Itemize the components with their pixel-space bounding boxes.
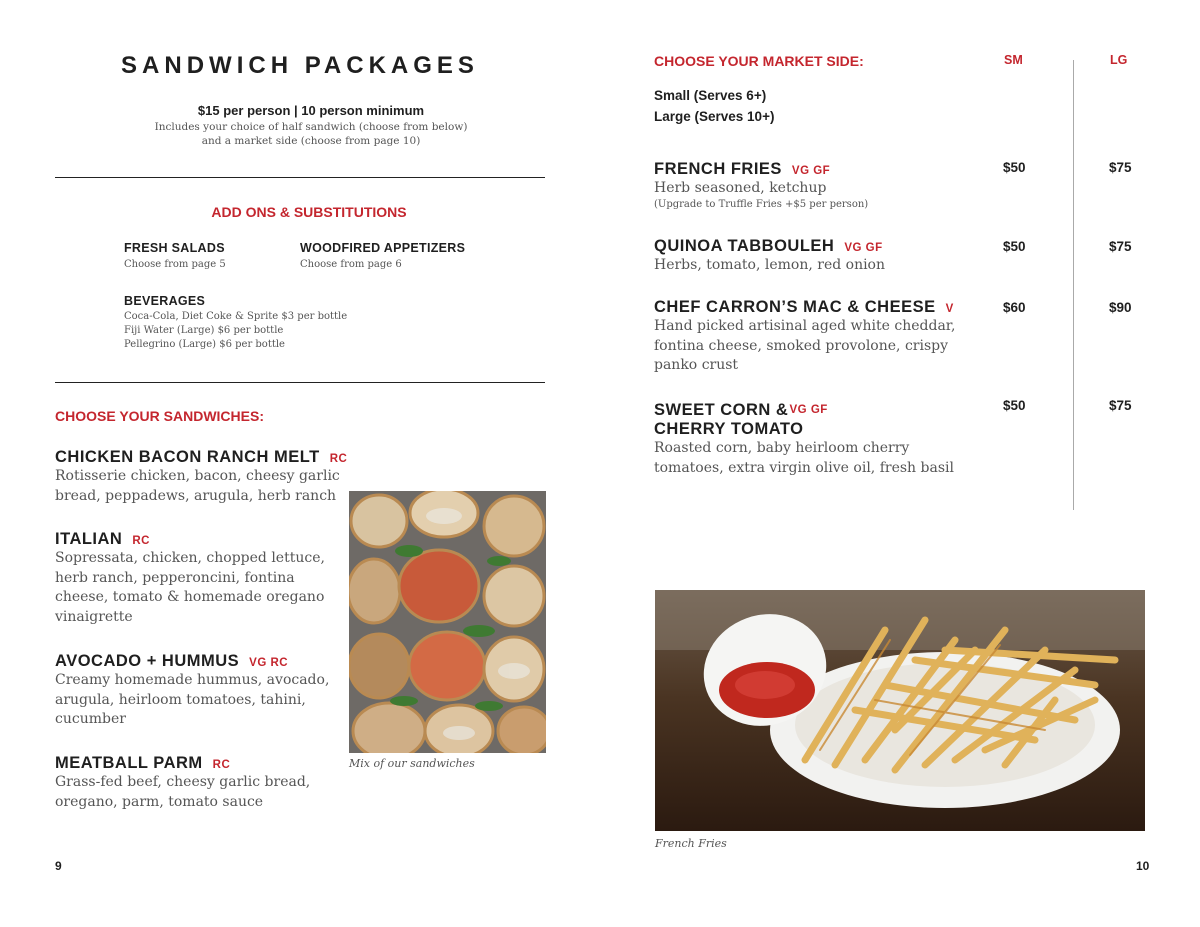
desc-line: Herb seasoned, ketchup <box>654 180 827 196</box>
package-intro <box>55 120 567 148</box>
addon-label: WOODFIRED APPETIZERS <box>300 241 466 255</box>
desc-line: fontina cheese, smoked provolone, crispy <box>654 337 949 354</box>
price-lg: $75 <box>1109 239 1132 254</box>
item-description <box>55 467 345 506</box>
column-divider <box>1073 60 1074 510</box>
package-price: $15 per person | 10 person minimum <box>197 103 425 118</box>
item-description <box>55 549 345 627</box>
item-description <box>55 773 345 812</box>
price-sm: $60 <box>1003 300 1026 315</box>
page-number: 10 <box>1136 859 1150 873</box>
item-name-row <box>654 401 984 439</box>
item-name-row <box>654 160 984 179</box>
item-description <box>55 671 345 730</box>
price-lg: $90 <box>1109 300 1132 315</box>
item-name-row <box>55 530 345 549</box>
addon-appetizers <box>300 241 465 272</box>
beverage-line: Pellegrino (Large) $6 per bottle <box>124 339 285 350</box>
diet-tags: RC <box>329 453 348 465</box>
item-name: CHERRY TOMATO <box>654 420 804 438</box>
price-lg: $75 <box>1109 160 1132 175</box>
item-description <box>654 256 984 276</box>
item-description <box>654 317 984 376</box>
diet-tags: RC <box>212 759 231 771</box>
desc-line: Creamy homemade hummus, avocado, <box>55 672 330 688</box>
item-name-row <box>654 298 984 317</box>
intro-line: and a market side (choose from page 10) <box>201 135 421 147</box>
item-name-row <box>654 237 984 256</box>
desc-line: oregano, parm, tomato sauce <box>55 793 264 810</box>
desc-line: bread, peppadews, arugula, herb ranch <box>55 487 337 504</box>
desc-line: Roasted corn, baby heirloom cherry <box>654 440 910 456</box>
upgrade-note: (Upgrade to Truffle Fries +$5 per person) <box>654 198 869 210</box>
addon-note: Choose from page 5 <box>124 259 226 270</box>
item-name: FRENCH FRIES <box>654 160 782 178</box>
menu-item <box>654 401 984 478</box>
desc-line: Herbs, tomato, lemon, red onion <box>654 257 886 273</box>
price-sm: $50 <box>1003 239 1026 254</box>
desc-line: panko crust <box>654 357 739 373</box>
page-title: SANDWICH PACKAGES <box>121 52 479 79</box>
addon-beverages <box>124 294 347 352</box>
addon-note: Choose from page 6 <box>300 259 402 270</box>
price-sm: $50 <box>1003 160 1026 175</box>
item-name-row <box>55 448 348 467</box>
price-sm: $50 <box>1003 398 1026 413</box>
desc-line: Hand picked artisinal aged white cheddar, <box>654 318 956 334</box>
beverage-line: Coca-Cola, Diet Coke & Sprite $3 per bottle <box>124 311 348 322</box>
page-number: 9 <box>55 859 62 873</box>
divider <box>55 382 545 383</box>
diet-tags: VG GF <box>789 404 828 416</box>
diet-tags: RC <box>132 535 150 547</box>
desc-line: Sopressata, chicken, chopped lettuce, <box>55 550 325 566</box>
menu-item <box>654 298 984 376</box>
photo-caption: Mix of our sandwiches <box>349 757 475 770</box>
intro-line: Includes your choice of half sandwich (choose from below) <box>154 121 468 133</box>
menu-item <box>55 652 345 730</box>
addons-heading: ADD ONS & SUBSTITUTIONS <box>211 204 407 220</box>
size-large: Large (Serves 10+) <box>654 109 775 124</box>
divider <box>55 177 545 178</box>
item-description <box>654 179 984 199</box>
menu-item <box>654 160 984 210</box>
diet-tags: VG RC <box>249 657 289 669</box>
item-name: MEATBALL PARM <box>55 754 203 772</box>
desc-line: Grass-fed beef, cheesy garlic bread, <box>55 774 311 790</box>
column-lg-header: LG <box>1110 53 1128 67</box>
menu-item <box>654 237 984 276</box>
addon-label: FRESH SALADS <box>124 241 225 255</box>
item-name: QUINOA TABBOULEH <box>654 237 835 255</box>
item-name: CHEF CARRON’S MAC & CHEESE <box>654 298 936 316</box>
beverage-line: Fiji Water (Large) $6 per bottle <box>124 325 284 336</box>
addon-salads <box>124 241 226 272</box>
menu-item <box>55 754 345 812</box>
item-description <box>654 439 984 478</box>
desc-line: vinaigrette <box>55 608 133 625</box>
diet-tags: VG GF <box>791 165 831 177</box>
market-side-heading: CHOOSE YOUR MARKET SIDE: <box>654 53 864 69</box>
item-name: ITALIAN <box>55 530 123 548</box>
size-small: Small (Serves 6+) <box>654 88 767 103</box>
menu-item <box>55 448 348 506</box>
menu-item <box>55 530 345 627</box>
desc-line: cheese, tomato & homemade oregano <box>55 589 325 605</box>
size-legend <box>654 85 774 127</box>
item-name-row <box>55 652 345 671</box>
sandwich-platter-photo <box>349 491 546 753</box>
item-name: SWEET CORN & <box>654 401 789 419</box>
desc-line: Rotisserie chicken, bacon, cheesy garlic <box>55 468 340 484</box>
addon-label: BEVERAGES <box>124 294 206 308</box>
french-fries-photo <box>655 590 1145 831</box>
column-sm-header: SM <box>1004 53 1023 67</box>
item-name-block <box>654 401 804 439</box>
desc-line: arugula, heirloom tomatoes, tahini, <box>55 691 306 708</box>
item-name: AVOCADO + HUMMUS <box>55 652 240 670</box>
sandwiches-heading: CHOOSE YOUR SANDWICHES: <box>55 408 264 424</box>
photo-caption: French Fries <box>655 837 727 850</box>
diet-tags: V <box>945 303 954 315</box>
diet-tags: VG GF <box>844 242 883 254</box>
price-lg: $75 <box>1109 398 1132 413</box>
desc-line: tomatoes, extra virgin olive oil, fresh basil <box>654 459 954 476</box>
desc-line: cucumber <box>55 711 126 727</box>
item-name-row <box>55 754 345 773</box>
desc-line: herb ranch, pepperoncini, fontina <box>55 569 295 586</box>
item-name: CHICKEN BACON RANCH MELT <box>55 448 320 466</box>
